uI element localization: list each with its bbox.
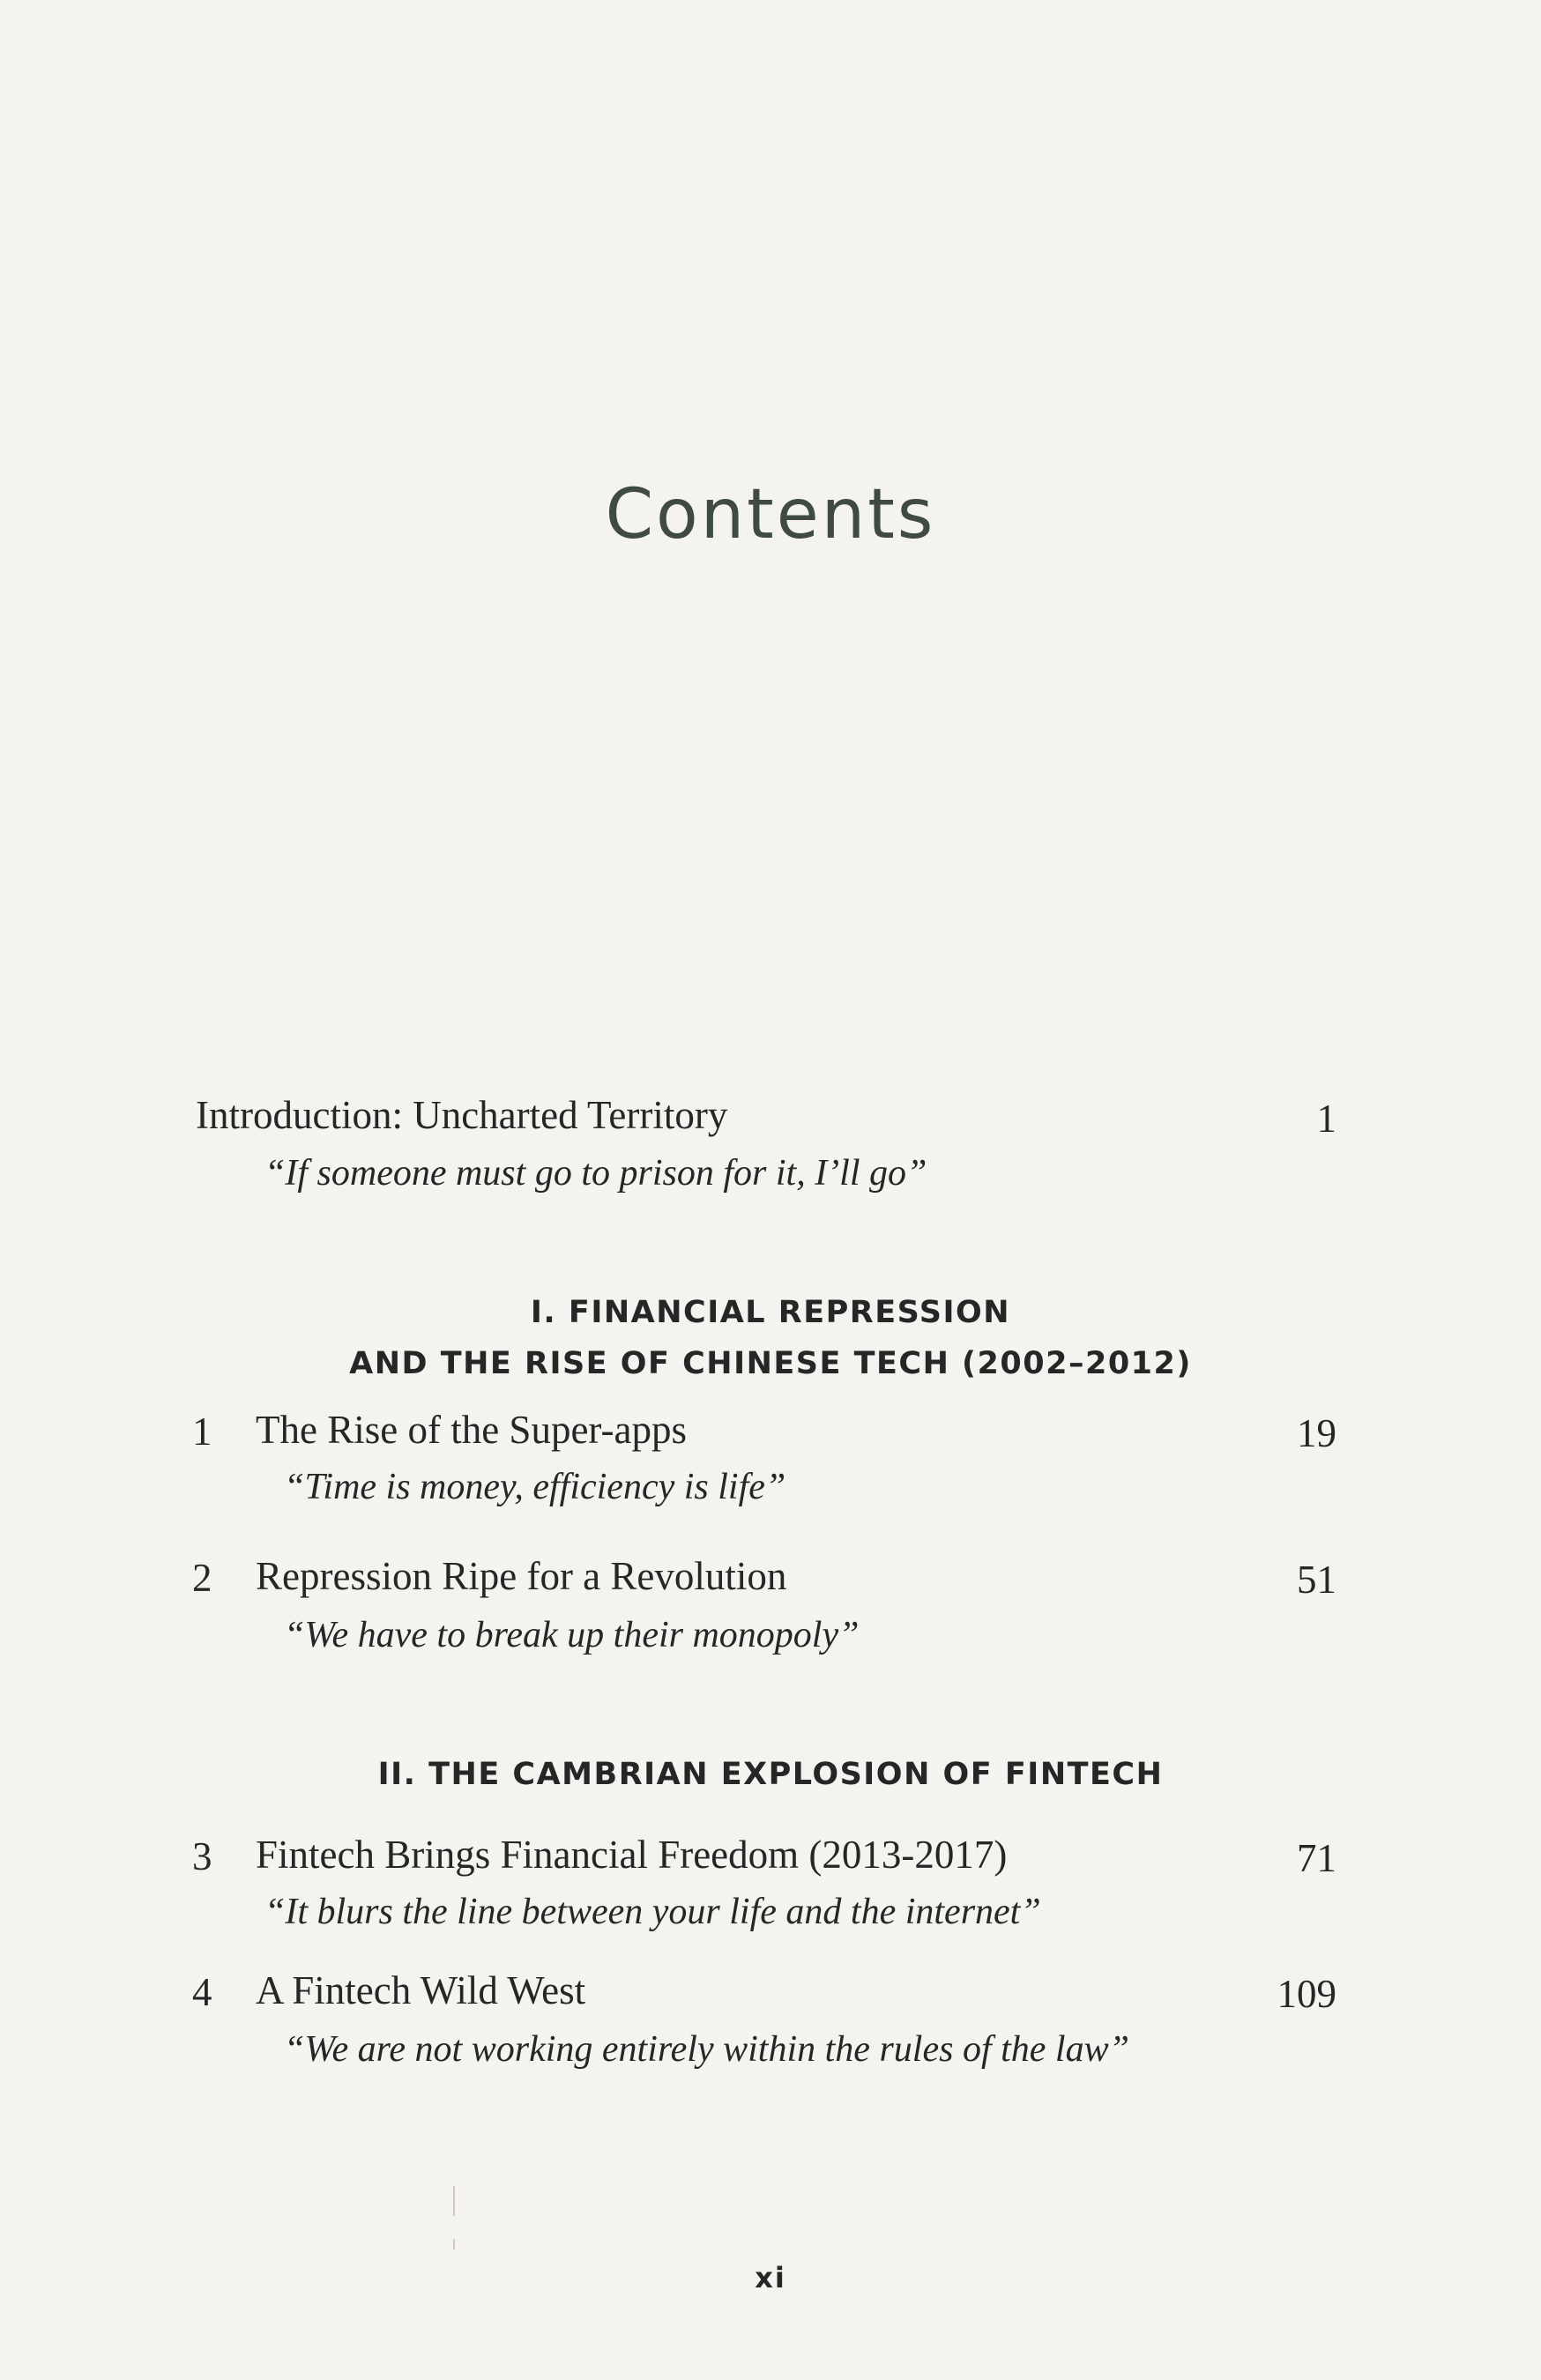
entry-chapter-number: 4: [192, 1970, 212, 2014]
entry-title: A Fintech Wild West: [256, 1968, 586, 2012]
entry-page-number: 51: [1297, 1558, 1336, 1602]
entry-epigraph: “We are not working entirely within the rules of the law”: [284, 2029, 1129, 2070]
scan-mark: [453, 2239, 455, 2250]
entry-title: Fintech Brings Financial Freedom (2013-2017): [256, 1833, 1008, 1877]
entry-title: Repression Ripe for a Revolution: [256, 1554, 787, 1598]
entry-page-number: 1: [1316, 1097, 1336, 1141]
part-heading-line: I. FINANCIAL REPRESSION: [530, 1295, 1011, 1330]
entry-epigraph: “We have to break up their monopoly”: [284, 1615, 860, 1655]
page-folio: xi: [755, 2261, 786, 2294]
page-title: Contents: [605, 475, 936, 554]
part-heading-line: II. THE CAMBRIAN EXPLOSION OF FINTECH: [377, 1757, 1164, 1792]
entry-chapter-number: 3: [192, 1834, 212, 1878]
entry-title: Introduction: Uncharted Territory: [196, 1093, 728, 1137]
entry-page-number: 19: [1297, 1411, 1336, 1455]
scan-mark: [453, 2186, 455, 2216]
entry-epigraph: “If someone must go to prison for it, I’ll go”: [264, 1153, 927, 1194]
entry-epigraph: “Time is money, efficiency is life”: [284, 1467, 786, 1507]
part-heading-line: AND THE RISE OF CHINESE TECH (2002–2012): [349, 1346, 1192, 1381]
entry-title: The Rise of the Super-apps: [256, 1408, 687, 1452]
entry-epigraph: “It blurs the line between your life and the internet”: [264, 1892, 1041, 1932]
entry-chapter-number: 2: [192, 1556, 212, 1600]
entry-chapter-number: 1: [192, 1409, 212, 1454]
entry-page-number: 71: [1297, 1836, 1336, 1880]
entry-page-number: 109: [1277, 1972, 1336, 2016]
